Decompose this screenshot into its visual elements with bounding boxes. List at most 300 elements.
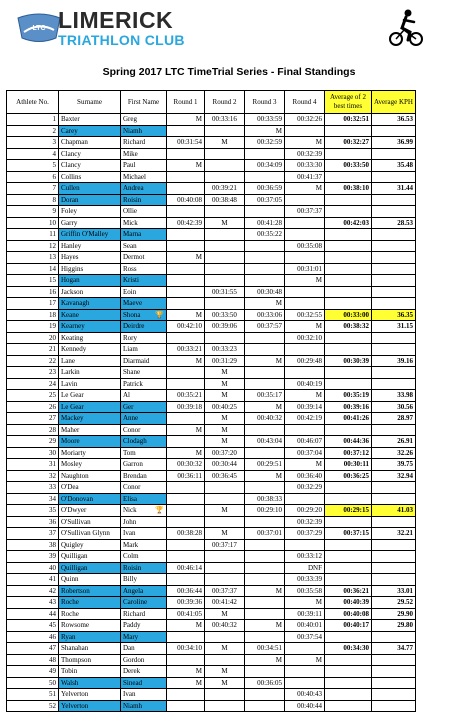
cell-athlete-no [7,309,59,321]
cell-round-3 [245,183,285,195]
cell-round-4-text: M [315,184,322,193]
cell-round-2 [205,689,245,701]
cell-round-1 [167,677,205,689]
cell-athlete-no-text: 46 [49,632,56,641]
cell-round-2 [205,631,245,643]
cell-round-1 [167,137,205,149]
cell-first-name [121,114,167,126]
cell-average-best-times-text: 00:36:25 [343,471,369,480]
cell-round-2-text: M [221,379,228,388]
cell-average-kph [372,654,416,666]
cell-first-name-text: Ollie [123,207,137,216]
cell-round-4-text: 00:32:55 [297,310,322,319]
cell-round-4-text: 00:37:37 [297,207,322,216]
cell-round-3 [245,470,285,482]
cell-round-4-text: 00:33:30 [297,161,322,170]
cell-surname-text: Carey [61,126,78,135]
cell-round-1-text: 00:38:28 [177,529,202,538]
cell-surname-text: Chapman [61,138,88,147]
cell-surname [59,401,121,413]
cell-athlete-no-text: 30 [49,448,56,457]
table-row [7,700,416,712]
cell-surname [59,240,121,252]
cell-round-2 [205,286,245,298]
cell-round-1-text: M [195,667,202,676]
cell-round-3 [245,332,285,344]
cell-round-1 [167,240,205,252]
cell-round-3 [245,700,285,712]
cell-surname-text: Keane [61,310,79,319]
cell-average-kph [372,700,416,712]
cell-surname-text: Thompson [61,655,91,664]
table-row [7,689,416,701]
cell-round-2 [205,700,245,712]
cell-first-name-text: Mark [123,540,139,549]
cell-average-kph-text: 32.26 [397,448,413,457]
cell-surname [59,436,121,448]
cell-first-name [121,677,167,689]
cell-first-name [121,528,167,540]
cell-athlete-no [7,160,59,172]
table-row [7,344,416,356]
cell-average-kph [372,516,416,528]
cell-round-1-text: 00:39:36 [177,598,202,607]
cell-round-2-text: M [221,138,228,147]
cell-round-4 [285,516,325,528]
cell-round-4-text: M [315,460,322,469]
table-row [7,114,416,126]
cell-first-name [121,413,167,425]
cell-round-2-text: M [221,667,228,676]
cell-average-best-times-text: 00:40:08 [343,609,369,618]
cell-surname-text: O'Donovan [61,494,93,503]
cell-average-best-times [325,344,372,356]
cell-athlete-no [7,447,59,459]
cell-round-1 [167,447,205,459]
cell-surname [59,585,121,597]
cell-average-kph [372,413,416,425]
table-row [7,436,416,448]
cell-average-kph [372,424,416,436]
cell-average-kph [372,309,416,321]
cell-surname [59,229,121,241]
cell-round-4-text: 00:37:04 [297,448,322,457]
cell-surname-text: O'Dwyer [61,506,87,515]
cell-round-4 [285,378,325,390]
table-row [7,286,416,298]
cell-surname [59,608,121,620]
cell-average-best-times [325,206,372,218]
cell-athlete-no-text: 31 [49,460,56,469]
cell-round-3-text: 00:29:51 [257,460,282,469]
cell-round-2-text: 00:33:16 [212,115,237,124]
cell-round-2 [205,482,245,494]
cell-round-2 [205,114,245,126]
cell-average-kph [372,470,416,482]
cell-first-name [121,171,167,183]
cell-surname [59,275,121,287]
cell-round-4 [285,298,325,310]
cell-surname [59,562,121,574]
cell-first-name-text: Shona [123,310,141,319]
cell-average-kph [372,160,416,172]
cell-first-name [121,217,167,229]
cell-round-3 [245,378,285,390]
cell-surname-text: Baxter [61,115,80,124]
cell-first-name [121,401,167,413]
cell-round-4-text: 00:46:07 [297,437,322,446]
table-row [7,562,416,574]
cell-round-3-text: 00:37:57 [257,322,282,331]
cell-average-best-times-text: 00:33:50 [343,161,369,170]
header-round-4: Round 4 [285,91,325,114]
cell-athlete-no [7,620,59,632]
cell-round-2 [205,505,245,517]
cell-average-kph-text: 30.56 [397,402,413,411]
cell-athlete-no-text: 29 [49,437,56,446]
cell-first-name-text: Niamh [123,126,143,135]
cell-round-2 [205,148,245,160]
cell-first-name [121,436,167,448]
cell-first-name-text: Billy [123,575,138,584]
cell-first-name [121,493,167,505]
cell-round-1 [167,620,205,632]
cell-first-name [121,309,167,321]
cell-round-1 [167,551,205,563]
cell-average-best-times-text: 00:34:30 [343,644,369,653]
cell-first-name-text: Angela [123,586,144,595]
cell-average-best-times [325,620,372,632]
header-average-kph: Average KPH [372,91,416,114]
cell-round-3-text: 00:33:59 [257,115,282,124]
cell-first-name-text: Mick [123,218,138,227]
cell-round-4 [285,240,325,252]
cell-round-2 [205,355,245,367]
cell-round-3 [245,263,285,275]
cell-round-4 [285,689,325,701]
cell-first-name-text: Ger [123,402,134,411]
cell-average-kph [372,171,416,183]
cell-first-name [121,631,167,643]
cell-round-4 [285,390,325,402]
header-round-3: Round 3 [245,91,285,114]
cell-athlete-no-text: 2 [52,126,56,135]
cell-round-2-text: 00:33:50 [212,310,237,319]
cell-surname-text: Cullen [61,184,80,193]
cell-round-1-text: 00:34:10 [177,644,202,653]
cell-round-1 [167,597,205,609]
cell-athlete-no [7,321,59,333]
cell-average-kph [372,286,416,298]
cell-average-kph [372,355,416,367]
cell-round-2 [205,516,245,528]
cell-athlete-no-text: 23 [49,368,56,377]
cell-round-3-text: M [275,586,282,595]
cell-average-kph [372,390,416,402]
cell-round-3-text: 00:38:33 [257,494,282,503]
cell-round-1-text: 00:36:44 [177,586,202,595]
cell-athlete-no [7,539,59,551]
cell-surname [59,171,121,183]
cell-athlete-no [7,643,59,655]
cell-round-4 [285,332,325,344]
cell-round-1 [167,539,205,551]
cell-first-name [121,286,167,298]
cell-round-3-text: M [275,356,282,365]
cell-round-3 [245,413,285,425]
cell-round-1 [167,424,205,436]
cell-average-best-times [325,309,372,321]
cell-average-kph-text: 36.99 [397,138,413,147]
cell-round-2 [205,413,245,425]
cell-athlete-no [7,528,59,540]
cell-round-3-text: 00:35:17 [257,391,282,400]
cell-round-1 [167,608,205,620]
cell-athlete-no [7,367,59,379]
cell-athlete-no [7,608,59,620]
cell-average-best-times-text: 00:37:12 [343,448,369,457]
cell-round-4-text: 00:40:01 [297,621,322,630]
cell-round-1 [167,183,205,195]
cell-round-4 [285,447,325,459]
cell-first-name [121,574,167,586]
cell-first-name [121,263,167,275]
badge-text: LTC [32,25,46,32]
cell-round-4 [285,700,325,712]
cell-round-4 [285,643,325,655]
cell-surname-text: Higgins [61,264,84,273]
cell-round-3-text: M [275,655,282,664]
cell-round-3 [245,539,285,551]
cell-first-name-text: Greg [123,115,137,124]
cell-average-best-times-text: 00:44:36 [343,437,369,446]
cell-round-4 [285,401,325,413]
cell-round-2 [205,677,245,689]
cell-average-best-times [325,689,372,701]
cell-average-best-times [325,275,372,287]
cell-round-4-text: 00:40:43 [297,690,322,699]
cell-round-2 [205,378,245,390]
cell-average-kph [372,114,416,126]
cell-round-1-text: 00:42:39 [177,218,202,227]
cell-average-best-times [325,217,372,229]
cell-athlete-no [7,505,59,517]
cell-average-best-times [325,516,372,528]
cell-round-1-text: 00:40:08 [177,195,202,204]
brand-name: LIMERICK [58,7,174,33]
cell-athlete-no-text: 44 [49,609,56,618]
cell-round-2 [205,654,245,666]
cell-surname [59,631,121,643]
cell-round-2 [205,275,245,287]
cell-average-best-times [325,148,372,160]
cell-average-best-times-text: 00:40:39 [343,598,369,607]
cell-first-name [121,459,167,471]
cell-first-name-text: Maeve [123,299,143,308]
cell-round-2 [205,298,245,310]
cell-round-1-text: M [195,425,202,434]
cell-surname [59,597,121,609]
cell-first-name-text: Kristi [123,276,139,285]
cell-surname [59,505,121,517]
cell-athlete-no-text: 9 [52,207,56,216]
cell-surname-text: Roche [61,598,79,607]
cell-round-1 [167,654,205,666]
cell-round-4 [285,275,325,287]
cell-round-1 [167,436,205,448]
cell-round-2-text: 00:38:48 [212,195,237,204]
cell-round-4-text: M [315,322,322,331]
cell-round-1 [167,263,205,275]
cell-round-4-text: 00:32:29 [297,483,322,492]
cell-athlete-no [7,516,59,528]
cell-average-kph [372,620,416,632]
cell-athlete-no [7,689,59,701]
cell-surname-text: Quilligan [61,563,88,572]
cell-round-4-text: 00:35:58 [297,586,322,595]
cell-first-name [121,148,167,160]
cell-first-name [121,597,167,609]
table-row [7,263,416,275]
cell-surname-text: Hanley [61,241,82,250]
club-badge-icon [14,12,64,44]
cell-average-best-times-text: 00:33:00 [343,310,369,319]
cell-round-4-text: 00:33:39 [297,575,322,584]
cell-round-4-text: 00:33:12 [297,552,322,561]
cell-round-3 [245,493,285,505]
cell-surname-text: Kearney [61,322,85,331]
cell-round-4-text: M [315,655,322,664]
table-row [7,677,416,689]
cell-round-2 [205,160,245,172]
cell-surname [59,378,121,390]
cell-round-4 [285,309,325,321]
cell-surname [59,286,121,298]
cell-average-kph [372,137,416,149]
cell-round-2 [205,137,245,149]
cell-athlete-no [7,666,59,678]
cell-round-1-text: 00:33:21 [177,345,202,354]
cell-average-kph [372,677,416,689]
cell-round-4-text: DNF [307,563,322,572]
cell-round-2 [205,447,245,459]
cell-first-name-text: Mike [123,149,138,158]
cell-average-best-times [325,252,372,264]
cell-round-3-text: 00:34:09 [257,161,282,170]
cell-average-best-times [325,482,372,494]
cell-surname-text: Shanahan [61,644,89,653]
cell-round-3-text: M [275,471,282,480]
cell-round-3-text: 00:30:48 [257,287,282,296]
cell-first-name [121,424,167,436]
cell-surname [59,620,121,632]
cell-surname [59,459,121,471]
cell-round-1 [167,378,205,390]
cell-first-name-text: Rory [123,333,137,342]
cell-first-name [121,505,167,517]
cell-round-4-text: 00:40:44 [297,701,322,710]
cell-round-1 [167,666,205,678]
table-row [7,505,416,517]
cell-round-4 [285,459,325,471]
standings-body [7,114,416,712]
cell-round-4-text: 00:32:39 [297,517,322,526]
cell-average-kph [372,539,416,551]
cell-round-2 [205,470,245,482]
cell-average-kph [372,608,416,620]
cell-athlete-no-text: 36 [49,517,56,526]
cell-average-best-times [325,137,372,149]
cell-athlete-no [7,574,59,586]
cell-surname [59,125,121,137]
cell-average-kph [372,562,416,574]
cell-surname-text: Mackey [61,414,84,423]
cell-round-3 [245,574,285,586]
table-row [7,585,416,597]
club-brand [58,8,185,48]
cell-round-2 [205,367,245,379]
cell-round-4 [285,114,325,126]
cell-surname [59,424,121,436]
cell-first-name-text: Colm [123,552,139,561]
cell-first-name-text: Roisin [123,195,142,204]
cell-athlete-no-text: 5 [52,161,56,170]
cell-first-name-text: Garron [123,460,143,469]
table-row [7,252,416,264]
cell-athlete-no-text: 12 [49,241,56,250]
cell-round-3 [245,286,285,298]
cell-round-2 [205,459,245,471]
cell-round-3 [245,620,285,632]
cell-round-4 [285,344,325,356]
cell-round-1-text: M [195,356,202,365]
cell-surname [59,217,121,229]
table-row [7,137,416,149]
cell-athlete-no-text: 50 [49,678,56,687]
cell-average-kph [372,585,416,597]
cell-athlete-no-text: 37 [49,529,56,538]
cell-surname-text: Ryan [61,632,76,641]
cell-round-4-text: 00:35:08 [297,241,322,250]
cell-first-name-text: Ross [123,264,137,273]
cell-surname-text: Garry [61,218,78,227]
cell-average-best-times [325,459,372,471]
cell-round-1 [167,160,205,172]
cell-surname-text: Clancy [61,149,81,158]
cell-surname-text: Keating [61,333,84,342]
cell-surname [59,689,121,701]
table-row [7,413,416,425]
cell-athlete-no-text: 15 [49,276,56,285]
cell-round-1 [167,114,205,126]
cell-average-kph [372,194,416,206]
cell-average-best-times [325,298,372,310]
cell-average-kph-text: 41.03 [397,506,413,515]
cell-average-best-times [325,631,372,643]
cell-round-2 [205,344,245,356]
cell-average-best-times [325,125,372,137]
table-row [7,482,416,494]
cell-average-best-times [325,390,372,402]
cell-average-kph-text: 29.90 [397,609,413,618]
cell-average-best-times [325,413,372,425]
cell-round-2-text: M [221,391,228,400]
cell-surname-text: Jackson [61,287,84,296]
cell-round-2-text: 00:39:21 [212,184,237,193]
cell-first-name-text: Paddy [123,621,141,630]
trophy-icon: 🏆 [155,506,164,515]
cell-athlete-no-text: 45 [49,621,56,630]
